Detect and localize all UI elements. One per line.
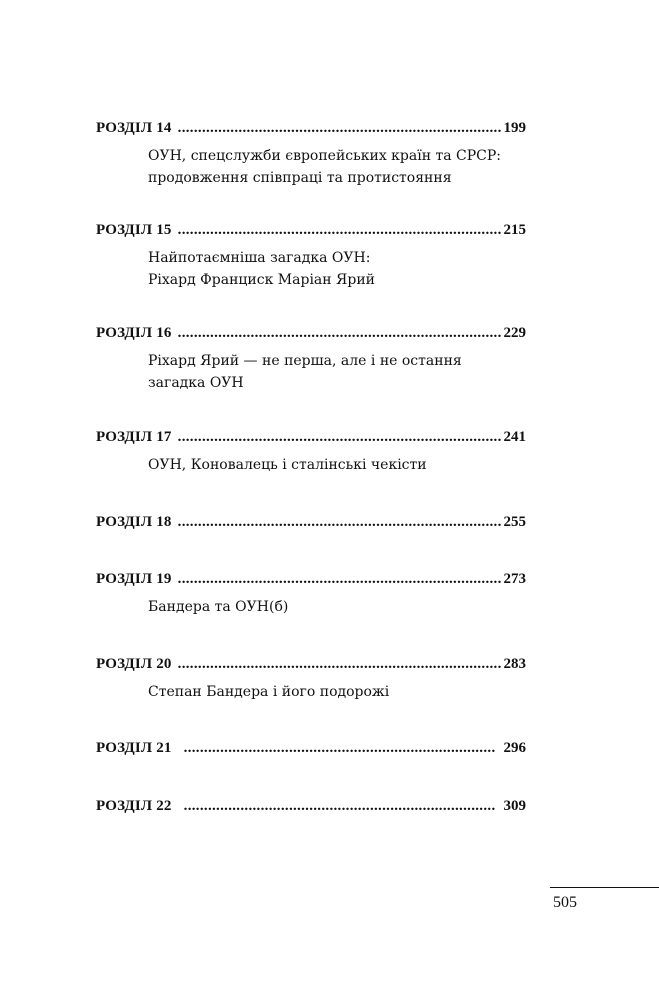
subtitle-line: ОУН, Коновалець і сталінські чекісти (148, 457, 427, 473)
page-number: 255 (503, 514, 526, 530)
chapter-label: РОЗДІЛ 21 (96, 740, 172, 756)
dot-leader (178, 427, 502, 447)
page-number: 309 (503, 798, 526, 814)
toc-entry-chapter-15 (96, 220, 526, 291)
toc-entry-chapter-19 (96, 569, 526, 618)
chapter-label: РОЗДІЛ 19 (96, 571, 172, 587)
dot-leader (178, 118, 502, 138)
toc-entry-row (96, 569, 526, 589)
chapter-label: РОЗДІЛ 18 (96, 514, 172, 530)
folio-page-number: 505 (553, 894, 577, 911)
chapter-subtitle (148, 681, 526, 703)
chapter-subtitle (148, 145, 526, 189)
chapter-label: РОЗДІЛ 17 (96, 429, 172, 445)
subtitle-line: загадка ОУН (148, 375, 244, 391)
subtitle-line: Ріхард Франциск Маріан Ярий (148, 272, 375, 288)
page-number: 241 (503, 429, 526, 445)
page-number: 283 (503, 656, 526, 672)
toc-entry-chapter-22 (96, 796, 526, 816)
dot-leader (178, 569, 502, 589)
chapter-subtitle (148, 350, 526, 394)
page-number: 229 (503, 325, 526, 341)
subtitle-line: ОУН, спецслужби європейських країн та СРСР: (148, 148, 502, 164)
toc-entry-row (96, 220, 526, 240)
page-number: 296 (503, 740, 526, 756)
dot-leader (178, 220, 502, 240)
dot-leader (178, 323, 502, 343)
chapter-label: РОЗДІЛ 22 (96, 798, 172, 814)
toc-entry-chapter-16 (96, 323, 526, 394)
toc-entry-chapter-21 (96, 738, 526, 758)
page-number: 215 (503, 222, 526, 238)
dot-leader (184, 796, 496, 816)
page-number: 199 (503, 120, 526, 136)
subtitle-line: Найпотаємніша загадка ОУН: (148, 250, 371, 266)
chapter-label: РОЗДІЛ 20 (96, 656, 172, 672)
page-number: 273 (503, 571, 526, 587)
toc-entry-row (96, 512, 526, 532)
chapter-subtitle (148, 454, 526, 476)
subtitle-line: Степан Бандера і його подорожі (148, 684, 390, 700)
toc-entry-chapter-17 (96, 427, 526, 476)
toc-entry-chapter-18 (96, 512, 526, 532)
chapter-label: РОЗДІЛ 14 (96, 120, 172, 136)
toc-entry-chapter-20 (96, 654, 526, 703)
toc-entry-row (96, 738, 526, 758)
toc-entry-row (96, 654, 526, 674)
dot-leader (184, 738, 496, 758)
chapter-subtitle (148, 247, 526, 291)
toc-entry-row (96, 118, 526, 138)
footer-rule (550, 887, 659, 888)
toc-entry-row (96, 796, 526, 816)
toc-entry-row (96, 427, 526, 447)
subtitle-line: Ріхард Ярий — не перша, але і не остання (148, 353, 462, 369)
chapter-subtitle (148, 596, 526, 618)
chapter-label: РОЗДІЛ 15 (96, 222, 172, 238)
subtitle-line: Бандера та ОУН(б) (148, 599, 289, 615)
toc-entry-row (96, 323, 526, 343)
chapter-label: РОЗДІЛ 16 (96, 325, 172, 341)
subtitle-line: продовження співпраці та протистояння (148, 170, 452, 186)
dot-leader (178, 654, 502, 674)
dot-leader (178, 512, 502, 532)
toc-entry-chapter-14 (96, 118, 526, 189)
